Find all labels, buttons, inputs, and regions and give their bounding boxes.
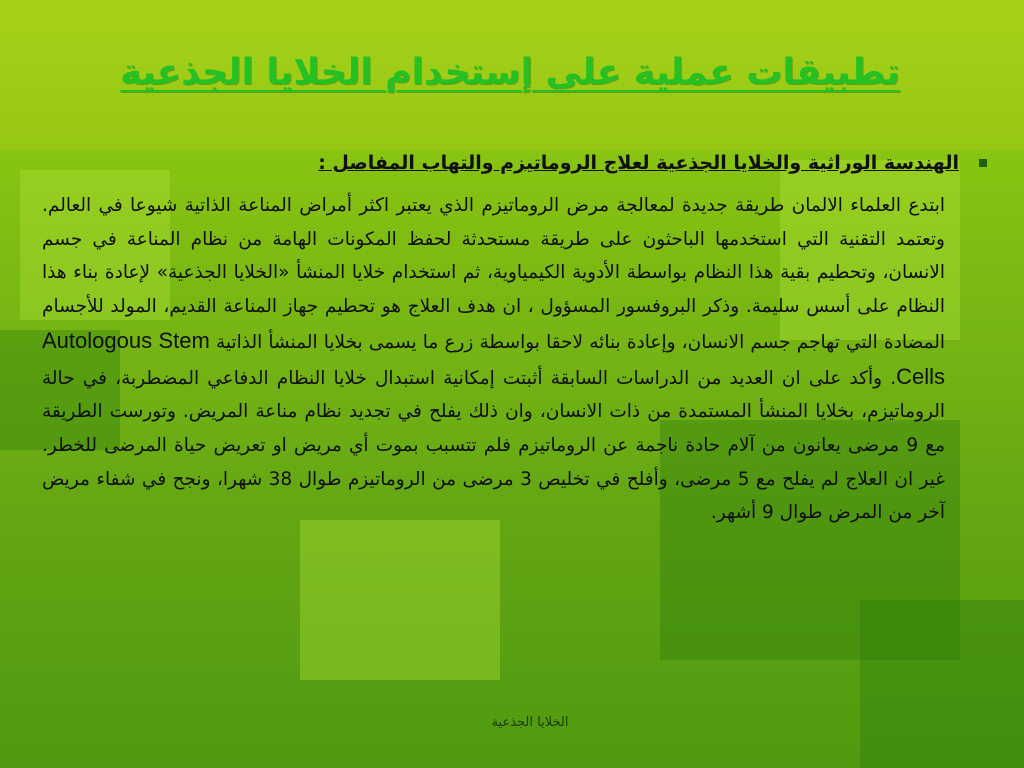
body-text-part1: ابتدع العلماء الالمان طريقة جديدة لمعالجة مرض الروماتيزم الذي يعتبر اكثر أمراض المناعة الذاتية شيوعا في العالم. وتعتمد التقنية التي استخدمها الباحثون على طريقة مستحدثة لحفظ المكونات الهامة من نظام المناعة في جسم الانسان، وتحطيم بقية هذا النظام بواسطة الأدوية الكيمياوية، ثم استخدام خلايا المنشأ «الخلايا الجذعية» لإعادة بناء هذا النظام على أسس سليمة. وذكر البروفسور المسؤول ، ان هدف العلاج هو تحطيم جهاز المناعة القديم، المولد للأجسام المضادة التي تهاجم جسم الانسان، وإعادة بنائه لاحقا بواسطة زرع ما يسمى بخلايا المنشأ الذاتية	[42, 195, 945, 353]
slide-title: تطبيقات عملية على إستخدام الخلايا الجذعية	[120, 52, 900, 93]
body-latin-term: Autologous Stem Cells	[42, 327, 945, 389]
slide-footer: الخلايا الجذعية	[491, 715, 569, 730]
bullet-heading-row	[42, 145, 987, 181]
square-bullet-icon	[979, 159, 987, 167]
section-heading: الهندسة الوراثية والخلايا الجذعية لعلاج الروماتيزم والتهاب المفاصل :	[318, 152, 959, 174]
body-text-part2: . وأكد على ان العديد من الدراسات السابقة أثبتت إمكانية استبدال خلايا النظام الدفاعي المضطربة، في حالة الروماتيزم، بخلايا المنشأ المستمدة من ذات الانسان، وان ذلك يفلح في تجديد نظام مناعة المريض. وتورست الطريقة مع 9 مرضى يعانون من آلام حادة ناجمة عن الروماتيزم فلم تتسبب بموت أي مريض او تعريض حياة المرضى للخطر. غير ان العلاج لم يفلح مع 5 مرضى، وأفلح في تخليص 3 مرضى من الروماتيزم طوال 38 شهرا، ونجح في شفاء مريض آخر من المرض طوال 9 أشهر.	[42, 367, 945, 524]
body-paragraph	[42, 189, 945, 530]
slide-content	[42, 145, 987, 685]
